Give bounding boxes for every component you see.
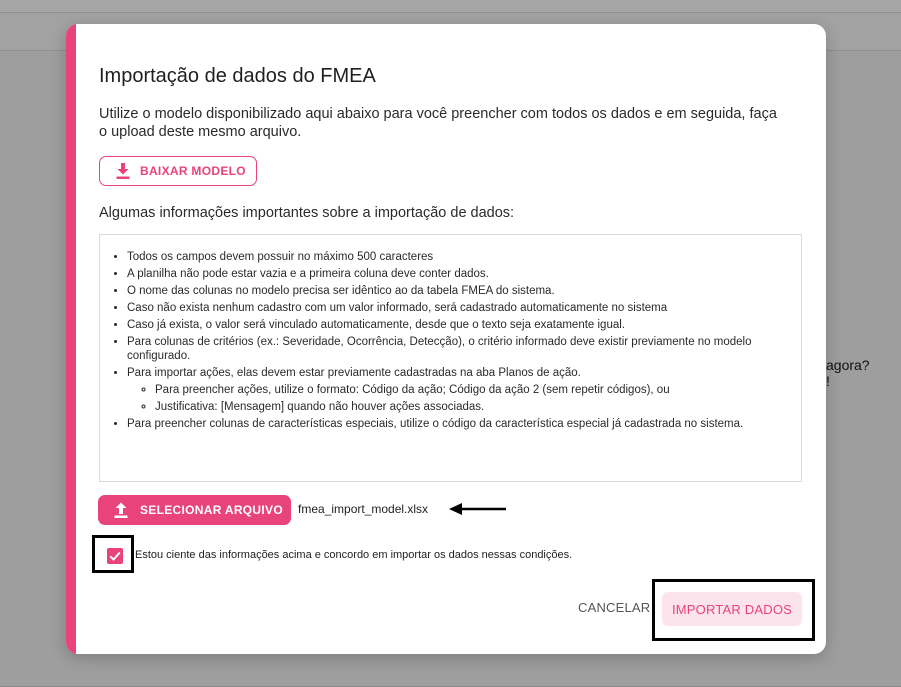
arrow-left-icon <box>449 503 507 515</box>
download-template-button[interactable] <box>99 156 257 186</box>
info-item-actions-text: Para importar ações, elas devem estar previamente cadastradas na aba Planos de ação. <box>127 367 581 379</box>
info-item: • Caso não exista nenhum cadastro com um valor informado, será cadastrado automaticamente no sistema <box>127 301 789 315</box>
info-subitem: ◦ Para preencher ações, utilize o formato: Código da ação; Código da ação 2 (sem repetir códigos), ou <box>155 383 789 397</box>
background-text: agora? <box>826 357 870 373</box>
upload-icon <box>114 502 128 518</box>
download-template-label: BAIXAR MODELO <box>140 164 246 178</box>
dialog-title: Importação de dados do FMEA <box>99 65 376 87</box>
import-button-highlight-box <box>652 579 815 641</box>
info-item: • Todos os campos devem possuir no máximo 500 caracteres <box>127 250 789 264</box>
info-item: • A planilha não pode estar vazia e a primeira coluna deve conter dados. <box>127 267 789 281</box>
dialog-intro-text: Utilize o modelo disponibilizado aqui abaixo para você preencher com todos os dados e em seguida, faça o upload deste mesmo arquivo. <box>99 106 777 140</box>
checkbox-highlight-box <box>92 535 134 573</box>
selected-filename: fmea_import_model.xlsx <box>298 502 429 516</box>
download-icon <box>116 163 130 179</box>
import-data-button[interactable]: IMPORTAR DADOS <box>662 592 802 626</box>
info-item: • Para colunas de critérios (ex.: Severidade, Ocorrência, Detecção), o critério informado deve existir previamente no modelo configurado. <box>127 335 789 363</box>
select-file-button[interactable] <box>98 495 291 525</box>
agree-label[interactable]: Estou ciente das informações acima e concordo em importar os dados nessas condições. <box>135 549 573 561</box>
dialog-accent-bar <box>66 24 76 654</box>
info-heading: Algumas informações importantes sobre a importação de dados: <box>99 205 515 221</box>
info-item-actions <box>127 366 789 414</box>
select-file-label: SELECIONAR ARQUIVO <box>140 503 283 517</box>
info-sublist <box>127 383 789 414</box>
background-text: ! <box>826 373 830 389</box>
cancel-button[interactable]: CANCELAR <box>578 600 651 615</box>
info-item: • Caso já exista, o valor será vinculado automaticamente, desde que o texto seja exatamente igual. <box>127 318 789 332</box>
info-box <box>99 234 802 482</box>
info-item: • O nome das colunas no modelo precisa ser idêntico ao da tabela FMEA do sistema. <box>127 284 789 298</box>
info-list <box>100 250 789 431</box>
info-item: • Para preencher colunas de características especiais, utilize o código da característica especial já cadastrada no sistema. <box>127 417 789 431</box>
app-top-bar <box>0 0 901 13</box>
info-subitem: ◦ Justificativa: [Mensagem] quando não houver ações associadas. <box>155 400 789 414</box>
import-dialog <box>66 24 826 654</box>
